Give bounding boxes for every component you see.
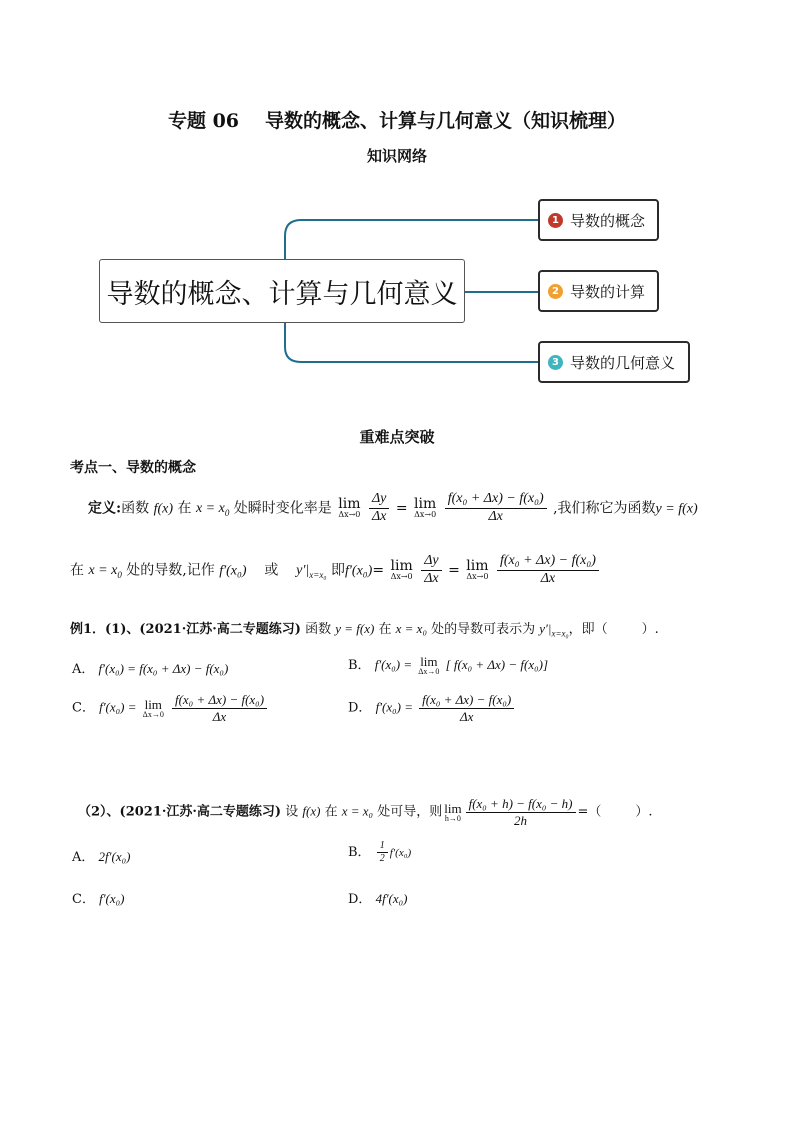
text: 在 xyxy=(378,622,392,637)
example-head: 例1．(1)、(2021·江苏·高二专题练习) xyxy=(70,622,301,637)
equals: = xyxy=(372,562,385,579)
lim-sub: Δx→0 xyxy=(414,510,437,520)
math-at-text: x = x xyxy=(195,501,225,517)
math-fprime: f′(x₀) xyxy=(219,563,247,579)
option-formula: f′(x₀) xyxy=(389,847,412,859)
yprime-text: y′| xyxy=(539,621,552,636)
option-lhs: f′(x₀) = xyxy=(99,699,137,715)
lim-sub: Δx→0 xyxy=(466,572,489,582)
yprime-text: y′| xyxy=(296,563,310,579)
numerator: Δy xyxy=(421,553,441,571)
lim-sub: Δx→0 xyxy=(338,510,361,520)
text: 设 xyxy=(285,804,299,820)
definition-label: 定义: xyxy=(88,500,122,517)
example-head: （2）、(2021·江苏·高二专题练习) xyxy=(78,804,282,820)
mindmap-branch-concept xyxy=(538,199,659,241)
difference-quotient xyxy=(172,692,267,724)
text: 在 xyxy=(177,500,192,517)
number-badge-icon: 3 xyxy=(548,355,563,370)
difference-quotient xyxy=(419,692,514,724)
text: 处的导数可表示为 xyxy=(431,622,536,637)
denominator: Δx xyxy=(424,570,439,586)
math-at: $x = x_0$ xyxy=(88,563,122,581)
lim-sub: Δx→0 xyxy=(418,667,440,676)
lim-text: lim xyxy=(338,496,361,513)
difference-quotient xyxy=(445,491,547,526)
text: =（ xyxy=(577,804,602,820)
text: ）. xyxy=(641,622,659,637)
example1-option-b[interactable] xyxy=(348,654,548,676)
option-formula: f′(x₀) xyxy=(99,891,125,906)
title-main: 导数的概念、计算与几何意义（知识梳理） xyxy=(265,110,627,132)
limit-symbol xyxy=(466,559,488,581)
equals: = xyxy=(448,562,460,579)
example1-option-a[interactable] xyxy=(72,658,228,677)
definition-line-2 xyxy=(70,553,601,588)
text: 在 xyxy=(70,562,84,579)
branch-label: 导数的计算 xyxy=(570,282,646,301)
text: 在 xyxy=(324,804,338,820)
limit-symbol xyxy=(418,655,439,676)
lim-text: lim xyxy=(420,654,438,669)
numerator: f(x₀ + Δx) − f(x₀) xyxy=(172,692,267,709)
symmetric-difference-quotient xyxy=(466,796,576,828)
section-title: 重难点突破 xyxy=(359,428,435,446)
option-label: D． xyxy=(348,892,372,907)
limit-symbol xyxy=(444,802,461,823)
text: ,我们称它为函数 xyxy=(553,500,656,517)
example1-option-c[interactable] xyxy=(72,692,269,724)
text: 处可导，则 xyxy=(377,804,443,820)
mindmap-root: 导数的概念、计算与几何意义 xyxy=(99,259,465,323)
mindmap-branch-geometry xyxy=(538,341,690,383)
title-prefix: 专题 06 xyxy=(167,110,240,132)
mindmap-branch-calculation xyxy=(538,270,659,312)
fraction-one-half xyxy=(377,840,388,865)
math-fx: f(x) xyxy=(302,803,321,819)
number-badge-icon: 2 xyxy=(548,284,563,299)
text: ）. xyxy=(635,804,653,820)
denominator: 2 xyxy=(379,853,385,864)
option-label: C． xyxy=(72,700,95,716)
limit-symbol xyxy=(391,559,413,581)
text: 处的导数,记作 xyxy=(126,562,215,579)
option-label: A． xyxy=(72,850,95,865)
lim-sub: Δx→0 xyxy=(142,709,164,719)
lim-text: lim xyxy=(144,696,162,712)
branch-label: 导数的几何意义 xyxy=(570,353,676,372)
knowledge-network-heading: 知识网络 xyxy=(366,147,427,165)
text: 或 xyxy=(264,562,279,579)
branch-label: 导数的概念 xyxy=(570,211,646,230)
text: 函数 xyxy=(305,622,332,637)
number-badge-icon: 1 xyxy=(548,213,563,228)
example2-option-d[interactable] xyxy=(348,888,407,907)
math-at-text: x = x xyxy=(88,563,118,579)
limit-symbol xyxy=(338,497,360,519)
option-label: B． xyxy=(348,845,371,860)
option-formula: f′(x₀) = f(x₀ + Δx) − f(x₀) xyxy=(98,661,229,676)
example1-question xyxy=(70,618,659,639)
yprime-sub: x=x₀ xyxy=(551,628,569,639)
lim-text: lim xyxy=(414,496,437,513)
option-label: A． xyxy=(72,662,95,677)
math-at: x = x₀ xyxy=(341,803,374,819)
lim-sub: h→0 xyxy=(444,813,461,823)
yprime-sub: x=x₀ xyxy=(309,570,327,581)
option-lhs: f′(x₀) = xyxy=(375,699,414,715)
option-label: D． xyxy=(348,700,372,716)
math-at: $x = x_0$ xyxy=(195,501,230,519)
option-formula: 4f′(x₀) xyxy=(375,891,408,906)
option-label: B． xyxy=(348,658,371,673)
option-formula: 2f′(x₀) xyxy=(98,849,131,864)
lim-text: lim xyxy=(390,558,413,575)
numerator: f(x₀ + Δx) − f(x₀) xyxy=(419,692,514,709)
math-fx: f(x) xyxy=(153,501,174,517)
numerator: f(x₀ + Δx) − f(x₀) xyxy=(497,553,599,571)
math-yfx: y = f(x) xyxy=(655,501,698,517)
numerator: 1 xyxy=(377,840,388,853)
mindmap-connectors xyxy=(0,0,794,400)
denominator: Δx xyxy=(371,508,387,524)
equals: = xyxy=(395,500,408,517)
option-lhs: f′(x₀) = xyxy=(374,657,413,672)
topic-heading: 考点一、导数的概念 xyxy=(70,460,196,476)
numerator: f(x₀ + h) − f(x₀ − h) xyxy=(466,796,576,813)
example2-question xyxy=(78,796,653,828)
denominator: Δx xyxy=(540,570,556,586)
text: 函数 xyxy=(121,500,150,517)
definition-line-1 xyxy=(88,491,698,526)
example1-option-d[interactable] xyxy=(348,692,516,724)
denominator: 2h xyxy=(514,812,528,828)
math-yprime xyxy=(539,621,569,639)
option-label: C． xyxy=(72,892,95,907)
lim-sub: Δx→0 xyxy=(390,572,413,582)
numerator: Δy xyxy=(369,491,389,509)
example2-option-b[interactable] xyxy=(348,840,411,865)
lim-text: lim xyxy=(466,558,489,575)
lim-text: lim xyxy=(444,800,462,816)
limit-symbol xyxy=(143,698,164,719)
math-at: x = x₀ xyxy=(395,621,427,636)
example2-option-a[interactable] xyxy=(72,846,130,865)
fraction-dy-dx xyxy=(369,491,389,526)
denominator: Δx xyxy=(488,508,503,524)
denominator: Δx xyxy=(212,708,227,724)
math-yprime xyxy=(296,563,327,581)
text: ，即（ xyxy=(568,622,608,637)
limit-symbol xyxy=(414,497,436,519)
numerator: f(x₀ + Δx) − f(x₀) xyxy=(445,491,547,509)
option-rhs: [ f(x₀ + Δx) − f(x₀)] xyxy=(445,657,549,672)
denominator: Δx xyxy=(459,708,474,724)
math-fprime: f′(x₀) xyxy=(344,563,373,579)
difference-quotient xyxy=(497,553,599,588)
math-yfx: y = f(x) xyxy=(335,621,375,636)
text: 即 xyxy=(330,562,345,579)
fraction-dy-dx xyxy=(421,553,441,588)
example2-option-c[interactable] xyxy=(72,888,125,907)
text: 处瞬时变化率是 xyxy=(233,500,332,517)
